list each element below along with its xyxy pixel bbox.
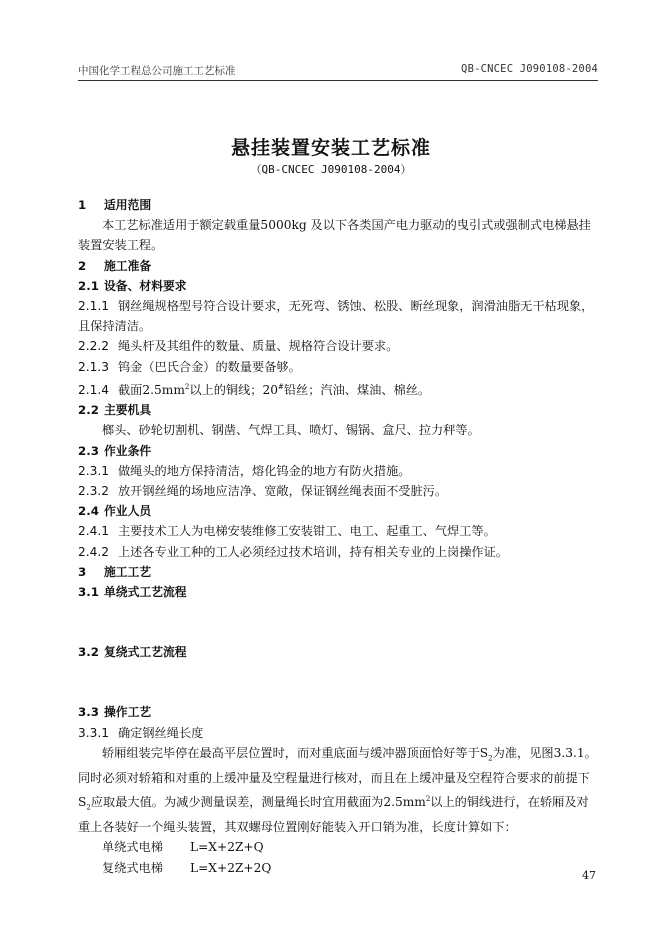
clause: 2.2.2 绳头杆及其组件的数量、质量、规格符合设计要求。 [78, 339, 399, 354]
subsection-heading: 2.2 主要机具 [78, 403, 152, 418]
blank-space [78, 662, 600, 702]
clause: 3.3.1 确定钢丝绳长度 [78, 725, 204, 740]
subsection-heading: 2.3 作业条件 [78, 443, 152, 458]
document-body [78, 195, 600, 878]
paragraph: 轿厢组装完毕停在最高平层位置时，而对重底面与缓冲器顶面恰好等于$S_2$为准，见图3.3.1。同时必须对轿箱和对重的上缓冲量及空程量进行核对，而且在上缓冲量及空程符合要求的前提下$S_2$应取最大值。为减少测量误差，测量绳长时宜用截面为$2.5mm^2$以上的铜线进行，在轿厢及对重上各装好一个绳头装置，其双螺母位置刚好能装入开口销为准，长度计算如下： [78, 745, 597, 835]
header-code: QB-CNCEC J090108-2004 [461, 63, 598, 75]
section-heading: 2 施工准备 [78, 258, 152, 273]
clause: 2.3.1 做绳头的地方保持清洁，熔化钨金的地方有防火措施。 [78, 463, 411, 478]
clause: 2.4.2 上述各专业工种的工人必须经过技术培训，持有相关专业的上岗操作证。 [78, 544, 508, 559]
formula-line: 复绕式电梯 L=X+2Z+2Q [102, 860, 272, 875]
subsection-heading: 2.1 设备、材料要求 [78, 278, 187, 293]
paragraph: 榔头、砂轮切割机、钢凿、气焊工具、喷灯、锡锅、盒尺、拉力秤等。 [102, 423, 480, 438]
section-heading: 1 适用范围 [78, 198, 152, 212]
page-number: 47 [582, 869, 596, 882]
blank-space [78, 602, 600, 642]
clause: 2.4.1 主要技术工人为电梯安装维修工安装钳工、电工、起重工、气焊工等。 [78, 524, 496, 539]
paragraph: 本工艺标准适用于额定载重量5000kg 及以下各类国产电力驱动的曳引式或强制式电梯悬挂装置安装工程。 [78, 218, 591, 253]
section-heading: 3 施工工艺 [78, 564, 152, 579]
clause: 2.3.2 放开钢丝绳的场地应洁净、宽敞，保证钢丝绳表面不受脏污。 [78, 483, 448, 498]
subsection-heading: 3.1 单绕式工艺流程 [78, 584, 187, 599]
document-subtitle: （QB-CNCEC J090108-2004） [250, 163, 412, 176]
clause: 2.1.4 截面$2.5mm^2$以上的铜线；20#铅丝；汽油、煤油、棉丝。 [78, 382, 431, 397]
clause: 2.1.3 钨金（巴氏合金）的数量要备够。 [78, 359, 301, 374]
clause: 2.1.1 钢丝绳规格型号符合设计要求，无死弯、锈蚀、松股、断丝现象，润滑油脂无干枯现象，且保持清洁。 [78, 299, 594, 334]
subsection-heading: 3.3 操作工艺 [78, 705, 152, 720]
subsection-heading: 2.4 作业人员 [78, 504, 152, 519]
document-title: 悬挂装置安装工艺标准 [230, 137, 431, 159]
formula-line: 单绕式电梯 L=X+2Z+Q [102, 840, 264, 855]
header-org: 中国化学工程总公司施工工艺标准 [78, 65, 236, 77]
subsection-heading: 3.2 复绕式工艺流程 [78, 645, 187, 660]
page-header [78, 60, 598, 81]
